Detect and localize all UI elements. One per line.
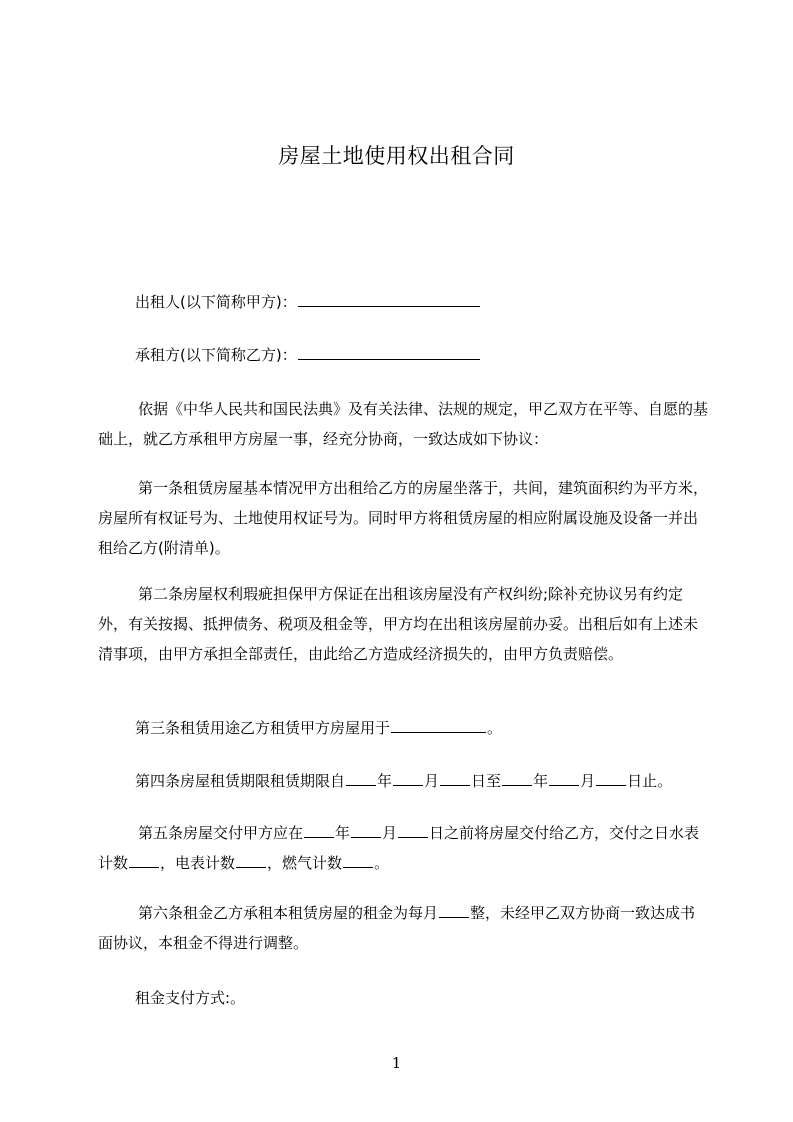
page-number: 1 [391, 1054, 402, 1072]
intro-text: 依据《中华人民共和国民法典》及有关法律、法规的规定，甲乙双方在平等、自愿的基础上，就乙方承租甲方房屋一事，经充分协商，一致达成如下协议： [98, 400, 709, 448]
article-1 [98, 473, 710, 563]
article-5-month: 月 [382, 824, 398, 842]
article-5-year: 年 [335, 824, 351, 842]
article-4-year-1: 年 [377, 772, 393, 790]
lessee-blank[interactable] [298, 343, 480, 360]
payment-method-text: 租金支付方式:。 [135, 989, 246, 1007]
end-month-blank[interactable] [549, 769, 579, 786]
article-5-electric: ，电表计数 [160, 854, 236, 872]
delivery-day-blank[interactable] [398, 821, 428, 838]
lessee-line [98, 340, 710, 370]
start-year-blank[interactable] [346, 769, 376, 786]
lessor-line [98, 287, 710, 317]
start-month-blank[interactable] [393, 769, 423, 786]
lessor-label: 出租人(以下简称甲方)： [135, 293, 297, 311]
article-4-year-2: 年 [533, 772, 549, 790]
water-meter-blank[interactable] [129, 851, 159, 868]
rent-amount-blank[interactable] [439, 901, 469, 918]
article-1-text: 第一条租赁房屋基本情况甲方出租给乙方的房屋坐落于，共间，建筑面积约为平方米，房屋所有权证号为、土地使用权证号为。同时甲方将租赁房屋的相应附属设施及设备一并出租给乙方(附清单)。 [98, 479, 709, 557]
payment-method [98, 983, 710, 1013]
article-6 [98, 898, 710, 958]
article-5-end: 。 [374, 854, 390, 872]
article-4-text: 第四条房屋租赁期限租赁期限自 [135, 772, 346, 790]
article-6-rest: 整，未经甲乙双方协商一致达成书面协议，本租金不得进行调整。 [98, 904, 696, 952]
lessor-blank[interactable] [298, 290, 480, 307]
article-2 [98, 579, 710, 669]
article-4-day-to: 日至 [471, 772, 502, 790]
article-4-day-end: 日止。 [627, 772, 673, 790]
lessee-label: 承租方(以下简称乙方)： [135, 346, 297, 364]
article-5-text: 第五条房屋交付甲方应在 [138, 824, 304, 842]
article-6-text: 第六条租金乙方承租本租赁房屋的租金为每月 [138, 904, 439, 922]
gas-meter-blank[interactable] [343, 851, 373, 868]
article-3-end: 。 [487, 719, 503, 737]
end-day-blank[interactable] [596, 769, 626, 786]
start-day-blank[interactable] [440, 769, 470, 786]
delivery-year-blank[interactable] [304, 821, 334, 838]
delivery-month-blank[interactable] [351, 821, 381, 838]
usage-blank[interactable] [391, 716, 486, 733]
article-5-gas: ，燃气计数 [267, 854, 343, 872]
article-3 [98, 713, 710, 743]
article-5-day-before: 日之前将房屋交付给乙方，交付之日水表计数 [98, 824, 700, 872]
page-title: 房屋土地使用权出租合同 [278, 144, 515, 168]
end-year-blank[interactable] [502, 769, 532, 786]
article-4-month-2: 月 [580, 772, 596, 790]
article-3-text: 第三条租赁用途乙方租赁甲方房屋用于 [135, 719, 391, 737]
article-4 [98, 766, 710, 796]
article-5 [98, 818, 710, 878]
electric-meter-blank[interactable] [236, 851, 266, 868]
article-2-text: 第二条房屋权利瑕疵担保甲方保证在出租该房屋没有产权纠纷;除补充协议另有约定外，有关按揭、抵押债务、税项及租金等，甲方均在出租该房屋前办妥。出租后如有上述未清事项，由甲方承担全部责任，由此给乙方造成经济损失的，由甲方负责赔偿。 [98, 585, 699, 663]
intro-paragraph [98, 394, 710, 454]
article-4-month-1: 月 [424, 772, 440, 790]
